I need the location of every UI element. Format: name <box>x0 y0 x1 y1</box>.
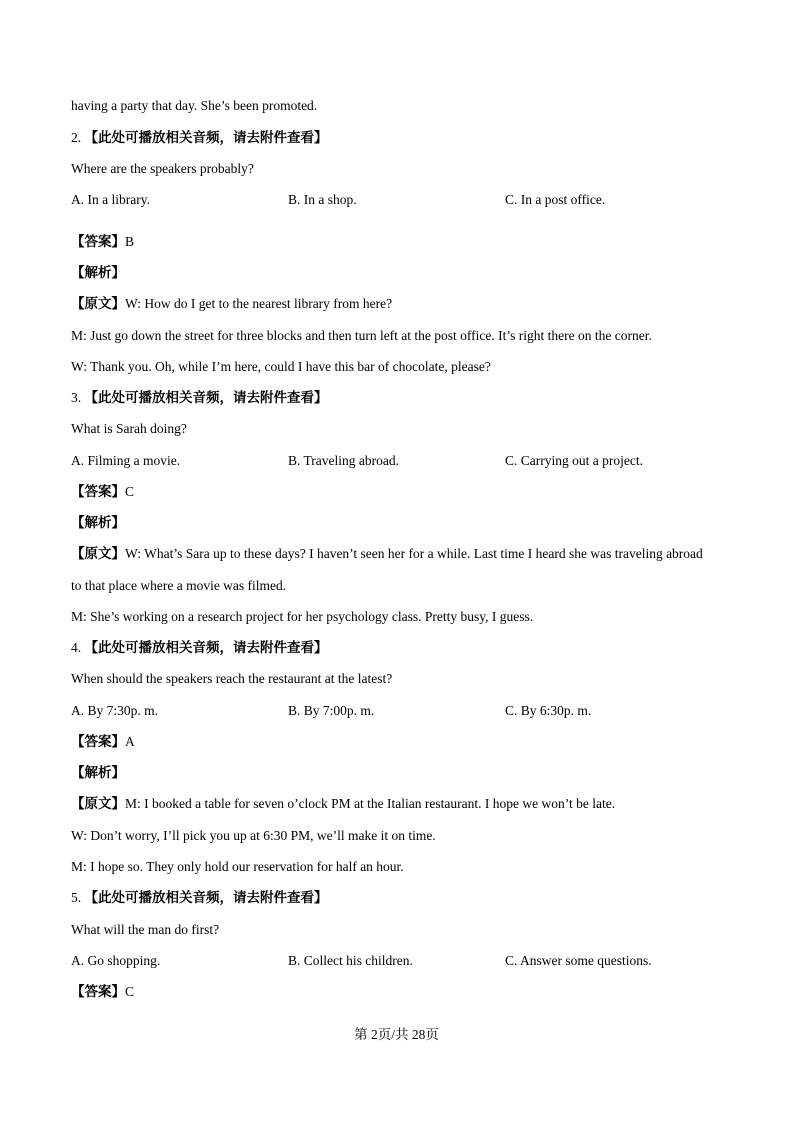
question-2-transcript-line-1 <box>71 295 392 313</box>
question-3-header <box>71 389 328 407</box>
question-2-transcript-line-3: W: Thank you. Oh, while I’m here, could I have this bar of chocolate, please? <box>71 359 491 374</box>
answer-label: 【答案】 <box>71 984 125 1000</box>
question-3-transcript-line-2: to that place where a movie was filmed. <box>71 578 287 593</box>
question-4-transcript-line-3: M: I hope so. They only hold our reservation for half an hour. <box>71 859 404 874</box>
transcript-label: 【原文】 <box>71 296 125 312</box>
question-number: 5. <box>71 890 82 905</box>
answer-value: C <box>125 484 135 499</box>
question-number: 2. <box>71 130 82 145</box>
answer-value: C <box>125 984 135 999</box>
question-4-text: When should the speakers reach the restaurant at the latest? <box>71 671 393 686</box>
question-4-option-c: C. By 6:30p. m. <box>505 703 592 718</box>
question-2-option-c: C. In a post office. <box>505 192 606 207</box>
question-3-option-a: A. Filming a movie. <box>71 453 181 468</box>
question-2-answer <box>71 233 134 251</box>
question-3-text: What is Sarah doing? <box>71 421 187 436</box>
question-4-option-b: B. By 7:00p. m. <box>288 703 375 718</box>
answer-label: 【答案】 <box>71 234 125 250</box>
question-2-analysis-label: 【解析】 <box>71 265 125 281</box>
question-2-transcript-line-2: M: Just go down the street for three blocks and then turn left at the post office. It’s right there on the corner. <box>71 328 652 343</box>
question-3-transcript-line-1 <box>71 545 703 563</box>
question-5-option-a: A. Go shopping. <box>71 953 161 968</box>
question-5-option-c: C. Answer some questions. <box>505 953 652 968</box>
question-2-header <box>71 129 328 147</box>
transcript-text: W: How do I get to the nearest library from here? <box>125 296 393 311</box>
question-number: 3. <box>71 390 82 405</box>
audio-note: 【此处可播放相关音频，请去附件查看】 <box>84 130 328 146</box>
question-5-answer <box>71 983 134 1001</box>
question-3-option-c: C. Carrying out a project. <box>505 453 643 468</box>
question-2-option-b: B. In a shop. <box>288 192 357 207</box>
audio-note: 【此处可播放相关音频，请去附件查看】 <box>84 890 328 906</box>
question-5-option-b: B. Collect his children. <box>288 953 413 968</box>
question-2-text: Where are the speakers probably? <box>71 161 254 176</box>
question-4-answer <box>71 733 135 751</box>
question-5-text: What will the man do first? <box>71 922 220 937</box>
transcript-text: W: What’s Sara up to these days? I haven’t seen her for a while. Last time I heard she was traveling abroad <box>125 546 703 561</box>
answer-label: 【答案】 <box>71 484 125 500</box>
transcript-label: 【原文】 <box>71 796 125 812</box>
page-footer: 第 2页/共 28页 <box>354 1027 439 1042</box>
transcript-label: 【原文】 <box>71 546 125 562</box>
answer-value: B <box>125 234 135 249</box>
question-4-transcript-line-1 <box>71 795 615 813</box>
question-number: 4. <box>71 640 82 655</box>
audio-note: 【此处可播放相关音频，请去附件查看】 <box>84 640 328 656</box>
question-3-analysis-label: 【解析】 <box>71 515 125 531</box>
question-4-transcript-line-2: W: Don’t worry, I’ll pick you up at 6:30 PM, we’ll make it on time. <box>71 828 436 843</box>
transcript-text: M: I booked a table for seven o’clock PM at the Italian restaurant. I hope we won’t be late. <box>125 796 616 811</box>
question-4-option-a: A. By 7:30p. m. <box>71 703 159 718</box>
question-4-header <box>71 639 328 657</box>
question-4-analysis-label: 【解析】 <box>71 765 125 781</box>
question-3-answer <box>71 483 134 501</box>
question-2-option-a: A. In a library. <box>71 192 150 207</box>
answer-label: 【答案】 <box>71 734 125 750</box>
intro-line: having a party that day. She’s been promoted. <box>71 98 318 113</box>
question-5-header <box>71 889 328 907</box>
audio-note: 【此处可播放相关音频，请去附件查看】 <box>84 390 328 406</box>
answer-value: A <box>125 734 135 749</box>
question-3-transcript-line-3: M: She’s working on a research project for her psychology class. Pretty busy, I guess. <box>71 609 534 624</box>
question-3-option-b: B. Traveling abroad. <box>288 453 399 468</box>
